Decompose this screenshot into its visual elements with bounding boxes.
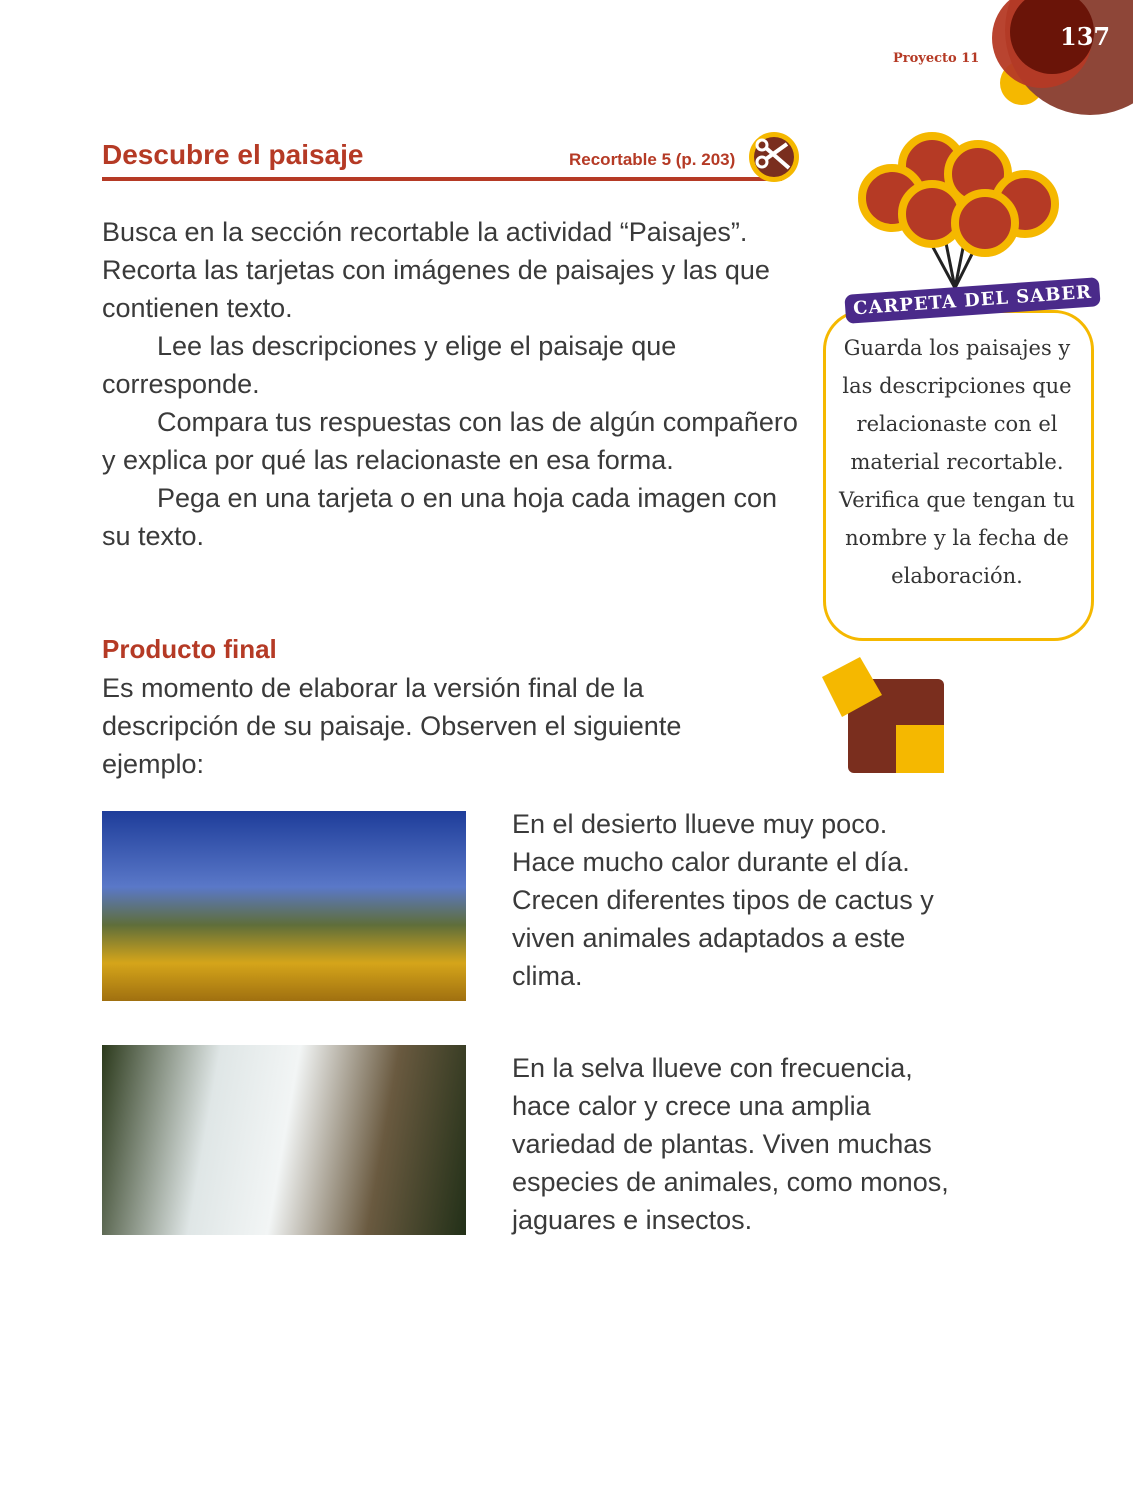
- paragraph: Busca en la sección recortable la actividad “Paisajes”. Recorta las tarjetas con imágenes de paisajes y las que contienen texto.: [102, 217, 770, 323]
- section-title: Descubre el paisaje: [102, 139, 364, 170]
- jungle-waterfall-image: [102, 1045, 466, 1235]
- paragraph: Lee las descripciones y elige el paisaje que corresponde.: [102, 331, 677, 399]
- balloons-icon: [850, 128, 1065, 298]
- scissors-icon: [747, 130, 801, 184]
- desert-description: En el desierto llueve muy poco. Hace mucho calor durante el día. Crecen diferentes tipos de cactus y viven animales adaptados a este clima.: [512, 809, 934, 991]
- instructions: [102, 213, 802, 555]
- paragraph: Pega en una tarjeta o en una hoja cada imagen con su texto.: [102, 483, 777, 551]
- title-rule: [102, 177, 782, 181]
- product-title: Producto final: [102, 634, 277, 664]
- recortable-ref: Recortable 5 (p. 203): [569, 150, 736, 169]
- page-number: 137: [1060, 22, 1111, 51]
- carpeta-text: Guarda los paisajes y las descripciones que relacionaste con el material recortable. Verifica que tengan tu nombre y la fecha de elaboración.: [839, 336, 1075, 588]
- desert-image: [102, 811, 466, 1001]
- product-intro: Es momento de elaborar la versión final de la descripción de su paisaje. Observen el siguiente ejemplo:: [102, 673, 682, 779]
- project-label: Proyecto 11: [893, 51, 980, 66]
- carpeta-label: CARPETA DEL SABER: [844, 277, 1101, 324]
- paragraph: Compara tus respuestas con las de algún compañero y explica por qué las relacionaste en esa forma.: [102, 407, 798, 475]
- page-corner-decoration: [980, 0, 1133, 120]
- jungle-description: En la selva llueve con frecuencia, hace calor y crece una amplia variedad de plantas. Viven muchas especies de animales, como monos, jaguares e insectos.: [512, 1053, 949, 1235]
- puzzle-icon: [820, 655, 950, 780]
